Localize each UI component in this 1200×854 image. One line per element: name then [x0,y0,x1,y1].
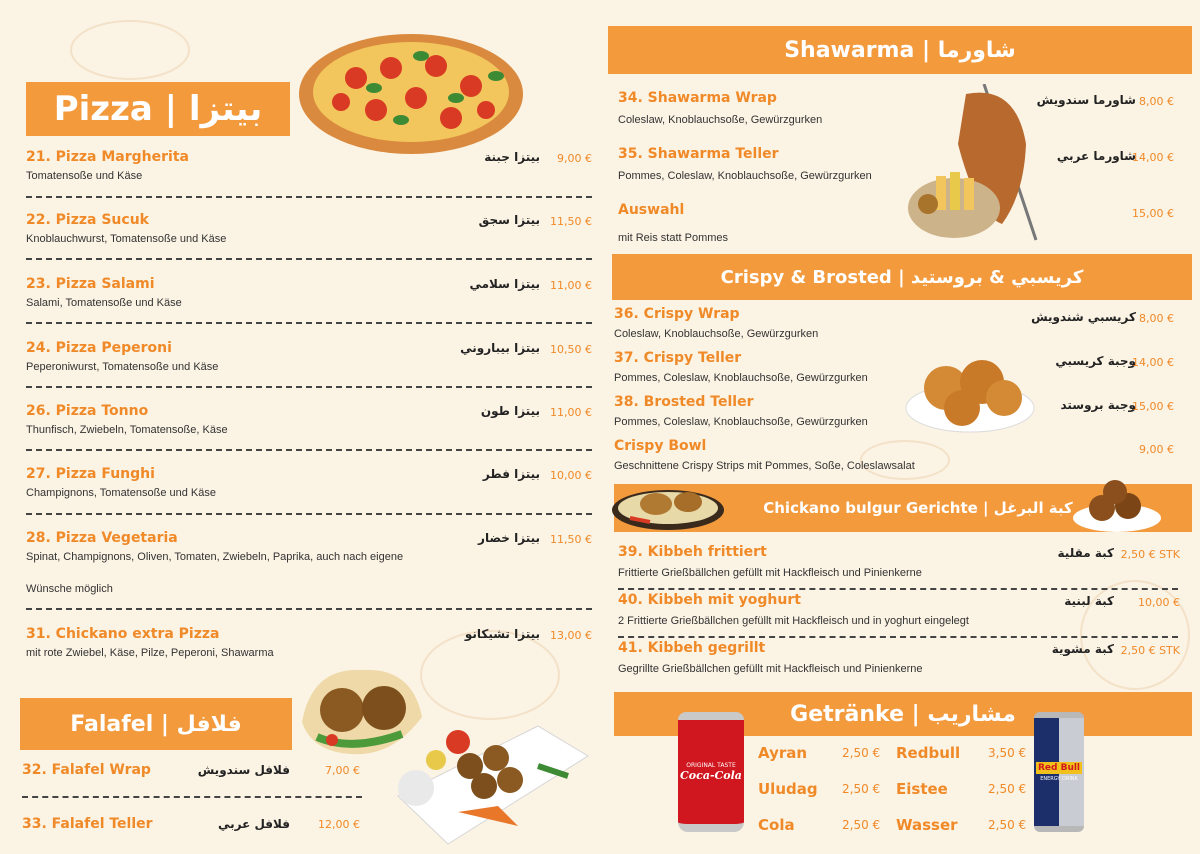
item-title: 24. Pizza Peperoni [26,340,172,356]
drink-price: 2,50 € [988,782,1027,796]
item-description: Peperoniwurst, Tomatensoße und Käse [26,361,219,373]
drink-name: Ayran [758,744,808,762]
item-arabic-name: وجبة بروستد [1060,398,1136,412]
item-price: 11,00 € [550,279,592,292]
item-description: Tomatensoße und Käse [26,170,143,182]
item-title: Auswahl [618,202,685,218]
divider [26,608,592,610]
item-title: 40. Kibbeh mit yoghurt [618,592,801,608]
falafel-plate-image [388,716,596,850]
item-description-continued: Wünsche möglich [26,583,113,595]
drink-price: 3,50 € [988,746,1027,760]
item-description: 2 Frittierte Grießbällchen gefüllt mit Hackfleisch und in yoghurt eingelegt [618,615,969,627]
kibbeh-plate-image [610,478,728,534]
item-title: 21. Pizza Margherita [26,149,189,165]
item-title: 35. Shawarma Teller [618,146,779,162]
shawarma-banner [608,26,1192,74]
falafel-banner-label: Falafel | فلافل [70,711,242,737]
item-description: Knoblauchwurst, Tomatensoße und Käse [26,233,227,245]
item-description: Geschnittene Crispy Strips mit Pommes, Soße, Coleslawsalat [614,460,915,472]
drink-name: Wasser [896,816,958,834]
item-arabic-name: كبة مقلية [1057,546,1114,560]
shawarma-banner-label: Shawarma | شاورما [784,37,1016,63]
item-description: Frittierte Grießbällchen gefüllt mit Hackfleisch und Pinienkerne [618,567,922,579]
item-price: 2,50 € STK [1120,548,1180,561]
item-title: 32. Falafel Wrap [22,762,151,778]
item-price: 10,00 € [550,469,592,482]
item-price: 11,50 € [550,533,592,546]
drink-name: Uludag [758,780,818,798]
crispy-banner-label: Crispy & Brosted | كريسبي & بروستيد [720,266,1084,288]
item-arabic-name: شاورما سندويش [1036,93,1136,107]
divider [26,513,592,515]
item-price: 10,00 € [1138,596,1180,609]
background-doodle [420,630,560,720]
redbull-can-image [1034,712,1084,832]
kibbeh-balls-image [1072,478,1162,534]
item-title: 26. Pizza Tonno [26,403,149,419]
can-logo: Red Bull [1037,763,1081,773]
item-description: mit Reis statt Pommes [618,232,729,244]
item-title: 41. Kibbeh gegrillt [618,640,766,656]
kibbeh-banner-label: Chickano bulgur Gerichte | كبة البرغل [763,499,1073,517]
item-description: mit rote Zwiebel, Käse, Pilze, Peperoni, Shawarma [26,647,274,659]
divider [26,196,592,198]
pizza-image [296,28,526,156]
falafel-banner [20,698,292,750]
divider [26,322,592,324]
drink-name: Eistee [896,780,948,798]
item-arabic-name: بيتزا بيباروني [460,341,540,355]
item-arabic-name: كبة لبنية [1064,594,1114,608]
item-arabic-name: بيتزا طون [480,404,540,418]
item-title: Crispy Bowl [614,438,707,454]
item-title: 37. Crispy Teller [614,350,742,366]
divider [618,636,1178,638]
item-arabic-name: بيتزا سلامي [469,277,540,291]
background-doodle [70,20,190,80]
item-description: Thunfisch, Zwiebeln, Tomatensoße, Käse [26,424,228,436]
item-title: 23. Pizza Salami [26,276,155,292]
drink-name: Redbull [896,744,961,762]
item-arabic-name: بيتزا تشيكانو [464,627,540,641]
pizza-banner [26,82,290,136]
item-description: Pommes, Coleslaw, Knoblauchsoße, Gewürzgurken [618,170,872,182]
divider [26,449,592,451]
item-description: Pommes, Coleslaw, Knoblauchsoße, Gewürzgurken [614,416,868,428]
item-title: 28. Pizza Vegetaria [26,530,178,546]
item-price: 15,00 € [1132,400,1174,413]
can-subtitle: ENERGY DRINK [1040,776,1078,782]
divider [26,386,592,388]
drink-price: 2,50 € [988,818,1027,832]
item-price: 8,00 € [1139,312,1174,325]
item-title: 34. Shawarma Wrap [618,90,777,106]
item-price: 11,00 € [550,406,592,419]
can-subtitle: ORIGINAL TASTE [686,762,736,769]
item-price: 14,00 € [1132,356,1174,369]
drink-name: Cola [758,816,795,834]
divider [618,588,1178,590]
divider [22,796,362,798]
item-price: 2,50 € STK [1120,644,1180,657]
coca-cola-can-image [678,712,744,832]
item-arabic-name: بيتزا جبنة [484,150,540,164]
item-price: 14,00 € [1132,151,1174,164]
item-title: 33. Falafel Teller [22,816,153,832]
can-logo: Coca-Cola [680,769,742,782]
item-arabic-name: كبة مشوية [1051,642,1114,656]
item-title: 31. Chickano extra Pizza [26,626,220,642]
pizza-banner-label: Pizza | بيتزا [53,89,263,129]
drink-price: 2,50 € [842,746,881,760]
item-arabic-name: فلافل عربي [217,817,290,831]
item-price: 10,50 € [550,343,592,356]
item-arabic-name: فلافل سندويش [197,763,290,777]
item-arabic-name: وجبة كريسبي [1055,354,1136,368]
item-title: 36. Crispy Wrap [614,306,740,322]
crispy-banner [612,254,1192,300]
item-price: 12,00 € [318,818,360,831]
item-title: 38. Brosted Teller [614,394,754,410]
item-price: 7,00 € [325,764,360,777]
item-price: 9,00 € [1139,443,1174,456]
item-arabic-name: بيتزا خضار [478,531,540,545]
item-description: Coleslaw, Knoblauchsoße, Gewürzgurken [614,328,819,340]
divider [26,258,592,260]
item-arabic-name: شاورما عربي [1056,149,1136,163]
item-description: Gegrillte Grießbällchen gefüllt mit Hackfleisch und Pinienkerne [618,663,923,675]
item-description: Coleslaw, Knoblauchsoße, Gewürzgurken [618,114,823,126]
item-description: Pommes, Coleslaw, Knoblauchsoße, Gewürzgurken [614,372,868,384]
drinks-banner-label: Getränke | مشاريب [790,701,1016,727]
item-title: 22. Pizza Sucuk [26,212,149,228]
item-title: 39. Kibbeh frittiert [618,544,767,560]
shawarma-image [906,84,1038,244]
item-description: Salami, Tomatensoße und Käse [26,297,182,309]
item-price: 11,50 € [550,215,592,228]
item-arabic-name: بيتزا فطر [482,467,540,481]
item-price: 13,00 € [550,629,592,642]
item-arabic-name: كريسبي شندويش [1031,310,1136,324]
item-arabic-name: بيتزا سجق [478,213,540,227]
drink-price: 2,50 € [842,782,881,796]
item-title: 27. Pizza Funghi [26,466,155,482]
drink-price: 2,50 € [842,818,881,832]
item-description: Champignons, Tomatensoße und Käse [26,487,216,499]
item-price: 15,00 € [1132,207,1174,220]
item-description: Spinat, Champignons, Oliven, Tomaten, Zwiebeln, Paprika, auch nach eigene [26,551,404,563]
item-price: 9,00 € [557,152,592,165]
item-price: 8,00 € [1139,95,1174,108]
